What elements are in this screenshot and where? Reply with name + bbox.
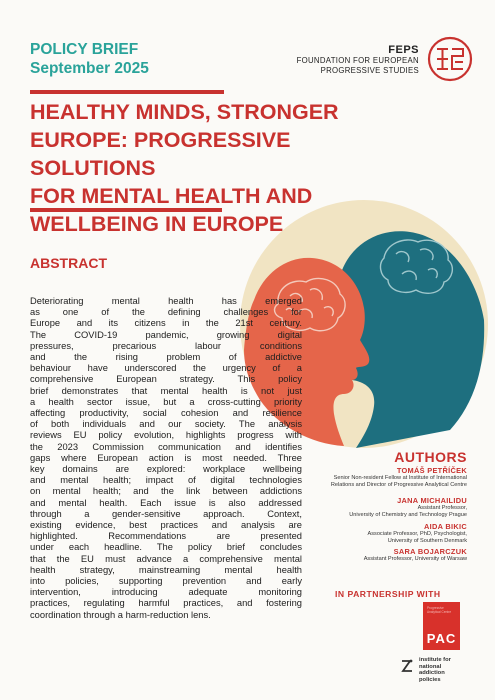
pac-logo <box>423 602 460 650</box>
title-line: EUROPE: PROGRESSIVE SOLUTIONS <box>30 128 291 180</box>
author-role: University of Chemistry and Technology Prague <box>349 512 467 518</box>
series-label: POLICY BRIEF <box>30 41 139 58</box>
abstract-line: and mental health; impact of digital technologies <box>30 475 302 486</box>
abstract-line: the 2023 Commission communication and identifies <box>30 441 302 452</box>
abstract-line: affecting productivity, social cohesion and resilience <box>30 408 302 419</box>
inap-line: national addiction <box>419 663 445 677</box>
abstract-line: Deteriorating mental health has emerged <box>30 296 302 306</box>
author-role: University of Southern Denmark <box>387 538 467 544</box>
author-role: Assistant Professor, University of Warsaw <box>363 556 467 562</box>
author-name: SARA BOJARCZUK <box>393 547 467 556</box>
org-name-line1: FOUNDATION FOR EUROPEAN <box>296 56 419 65</box>
abstract-line: health strategy, mainstreaming mental health <box>30 564 302 575</box>
abstract-line: The COVID-19 pandemic, growing digital <box>30 329 302 340</box>
title-line: WELLBEING IN EUROPE <box>30 212 284 236</box>
authors-heading: AUTHORS <box>394 449 467 465</box>
author-entry <box>277 496 467 519</box>
inap-logo <box>400 654 460 683</box>
abstract-line: a health sector issue, but a cross-cutting priority <box>30 396 302 407</box>
author-role: Relations and Director of Progressive Analytical Centre <box>330 482 467 488</box>
abstract-line: into policies, supporting prevention and early <box>30 576 302 587</box>
title-line: FOR MENTAL HEALTH AND <box>30 184 313 208</box>
org-abbr: FEPS <box>388 44 419 56</box>
abstract-line: under each headline. The policy brief concludes <box>30 542 302 553</box>
abstract-line: behaviour have underscored the urgency of a <box>30 363 302 374</box>
author-role: Senior Non-resident Fellow at Institute of International <box>333 475 467 481</box>
abstract-line: reviews EU policy evolution, highlights progress with <box>30 430 302 441</box>
author-entry <box>277 547 467 563</box>
abstract-line: pressures, precarious labour conditions <box>30 340 302 351</box>
abstract-line: and mental health. Each issue is also addressed <box>30 497 302 508</box>
abstract-line: comprehensive European strategy. This policy <box>30 374 302 385</box>
org-name-line2: PROGRESSIVE STUDIES <box>320 65 419 75</box>
abstract-line: that the EU must advance a comprehensive mental <box>30 553 302 564</box>
abstract-line: gaps where European action is most needed. Three <box>30 452 302 463</box>
inap-wordmark <box>419 657 460 683</box>
abstract-body <box>30 296 302 621</box>
author-entry <box>277 522 467 545</box>
abstract-line: on mental health; and the link between addictions <box>30 486 302 497</box>
partnership-heading: IN PARTNERSHIP WITH <box>335 589 441 599</box>
inap-mark-icon <box>400 658 414 674</box>
author-name: TOMÁŠ PETŘÍČEK <box>396 466 467 475</box>
inap-line: policies <box>419 676 441 683</box>
title-line: HEALTHY MINDS, STRONGER <box>30 100 339 124</box>
pac-logo-subtitle: Progressive Analytical Centre <box>427 606 452 614</box>
pac-logo-text: PAC <box>426 631 457 646</box>
abstract-line: brief demonstrates that mental health is not just <box>30 385 302 396</box>
feps-wordmark <box>297 44 419 75</box>
abstract-line: highlighted. Recommendations are presented <box>30 531 302 542</box>
author-entry <box>277 466 467 489</box>
abstract-line: coordination through a harm-reduction lens. <box>30 609 211 620</box>
abstract-line: of both individuals and our society. The analysis <box>30 419 302 430</box>
feps-logo-icon <box>427 36 473 82</box>
abstract-line: practices, regulating harmful practices, and fostering <box>30 598 302 609</box>
abstract-heading: ABSTRACT <box>30 255 107 271</box>
policy-brief-label <box>30 40 149 78</box>
inap-line: institute for <box>419 657 451 663</box>
author-name: AIDA BIKIC <box>424 522 467 531</box>
abstract-line: through a gender-sensitive approach. Context, <box>30 508 302 519</box>
abstract-line: existing evidence, best practices and analysis are <box>30 520 302 531</box>
author-role: Associate Professor, PhD, Psychologist, <box>367 531 467 537</box>
publication-date: September 2025 <box>30 60 149 77</box>
abstract-line: and the rising problem of addictive <box>30 352 302 363</box>
abstract-line: key domains are explored: workplace wellbeing <box>30 464 302 475</box>
abstract-line: as one of the defining challenges for <box>30 307 302 318</box>
abstract-line: intervention, introducing adequate monitoring <box>30 587 302 598</box>
title-top-rule <box>30 90 224 94</box>
author-role: Assistant Professor, <box>417 505 467 511</box>
author-name: JANA MICHAILIDU <box>397 496 467 505</box>
title-bottom-rule <box>30 208 222 212</box>
abstract-line: Europe and its citizens in the 21st century. <box>30 318 302 329</box>
